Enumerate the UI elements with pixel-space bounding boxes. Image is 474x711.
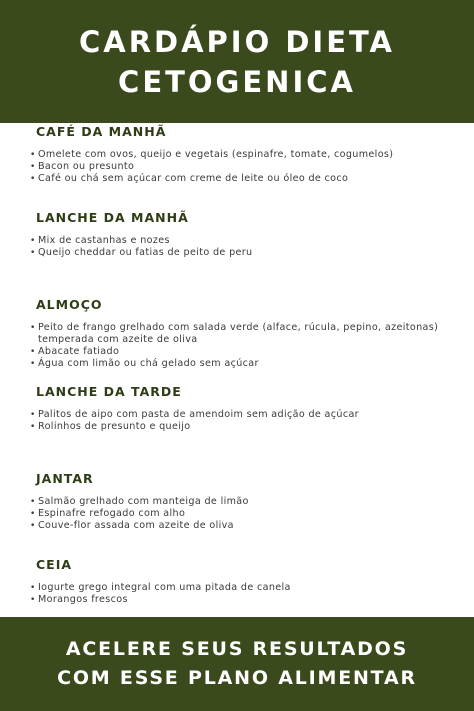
bullet-icon: • xyxy=(30,236,36,246)
page-title-line-2: CETOGENICA xyxy=(118,64,356,99)
section-lanche-da-tarde xyxy=(30,384,460,433)
section-cafe-da-manha xyxy=(30,124,460,185)
bullet-icon: • xyxy=(30,359,36,369)
section-jantar xyxy=(30,471,460,532)
item-list xyxy=(30,496,460,532)
section-title: ALMOÇO xyxy=(36,297,103,312)
item-text: Café ou chá sem açúcar com creme de leite ou óleo de coco xyxy=(38,173,349,184)
item-list xyxy=(30,235,460,259)
header-banner xyxy=(0,0,474,123)
list-item xyxy=(30,173,460,185)
list-item xyxy=(30,594,460,606)
item-text: Água com limão ou chá gelado sem açúcar xyxy=(38,358,259,369)
list-item xyxy=(30,496,460,508)
bullet-icon: • xyxy=(30,150,36,160)
bullet-icon: • xyxy=(30,347,36,357)
section-lanche-da-manha xyxy=(30,210,460,259)
item-list xyxy=(30,409,460,433)
page-title-line-1: CARDÁPIO DIETA xyxy=(78,24,395,59)
bullet-icon: • xyxy=(30,410,36,420)
item-text: Mix de castanhas e nozes xyxy=(38,235,170,246)
item-text: Couve-flor assada com azeite de oliva xyxy=(38,520,234,531)
bullet-icon: • xyxy=(30,248,36,258)
section-title: JANTAR xyxy=(36,471,94,486)
item-text: Rolinhos de presunto e queijo xyxy=(38,421,191,432)
list-item xyxy=(30,322,460,346)
item-text: Palitos de aipo com pasta de amendoim sem adição de açúcar xyxy=(38,409,359,420)
item-text: Bacon ou presunto xyxy=(38,161,135,172)
item-list xyxy=(30,149,460,185)
item-text: Iogurte grego integral com uma pitada de canela xyxy=(38,582,291,593)
bullet-icon: • xyxy=(30,521,36,531)
section-almoco xyxy=(30,297,460,370)
item-text: Morangos frescos xyxy=(38,594,128,605)
footer-cta-line-2: COM ESSE PLANO ALIMENTAR xyxy=(57,667,417,689)
section-ceia xyxy=(30,557,460,606)
item-text: Queijo cheddar ou fatias de peito de peru xyxy=(38,247,253,258)
bullet-icon: • xyxy=(30,509,36,519)
list-item xyxy=(30,520,460,532)
item-text: Espinafre refogado com alho xyxy=(38,508,186,519)
bullet-icon: • xyxy=(30,174,36,184)
list-item xyxy=(30,149,460,161)
section-title: CEIA xyxy=(36,557,73,572)
list-item xyxy=(30,161,460,173)
list-item xyxy=(30,346,460,358)
bullet-icon: • xyxy=(30,497,36,507)
list-item xyxy=(30,409,460,421)
list-item xyxy=(30,358,460,370)
item-text: Peito de frango grelhado com salada verde (alface, rúcula, pepino, azeitonas) temperada com azeite de oliva xyxy=(38,322,439,345)
footer-banner xyxy=(0,617,474,711)
section-title: CAFÉ DA MANHÃ xyxy=(36,124,167,139)
section-title: LANCHE DA MANHÃ xyxy=(36,210,189,225)
item-text: Abacate fatiado xyxy=(38,346,120,357)
bullet-icon: • xyxy=(30,595,36,605)
list-item xyxy=(30,508,460,520)
bullet-icon: • xyxy=(30,583,36,593)
section-title: LANCHE DA TARDE xyxy=(36,384,182,399)
footer-cta-line-1: ACELERE SEUS RESULTADOS xyxy=(65,638,409,660)
item-list xyxy=(30,582,460,606)
list-item xyxy=(30,247,460,259)
list-item xyxy=(30,421,460,433)
list-item xyxy=(30,582,460,594)
item-text: Salmão grelhado com manteiga de limão xyxy=(38,496,249,507)
bullet-icon: • xyxy=(30,422,36,432)
item-text: Omelete com ovos, queijo e vegetais (espinafre, tomate, cogumelos) xyxy=(38,149,394,160)
bullet-icon: • xyxy=(30,323,36,333)
list-item xyxy=(30,235,460,247)
item-list xyxy=(30,322,460,370)
bullet-icon: • xyxy=(30,162,36,172)
